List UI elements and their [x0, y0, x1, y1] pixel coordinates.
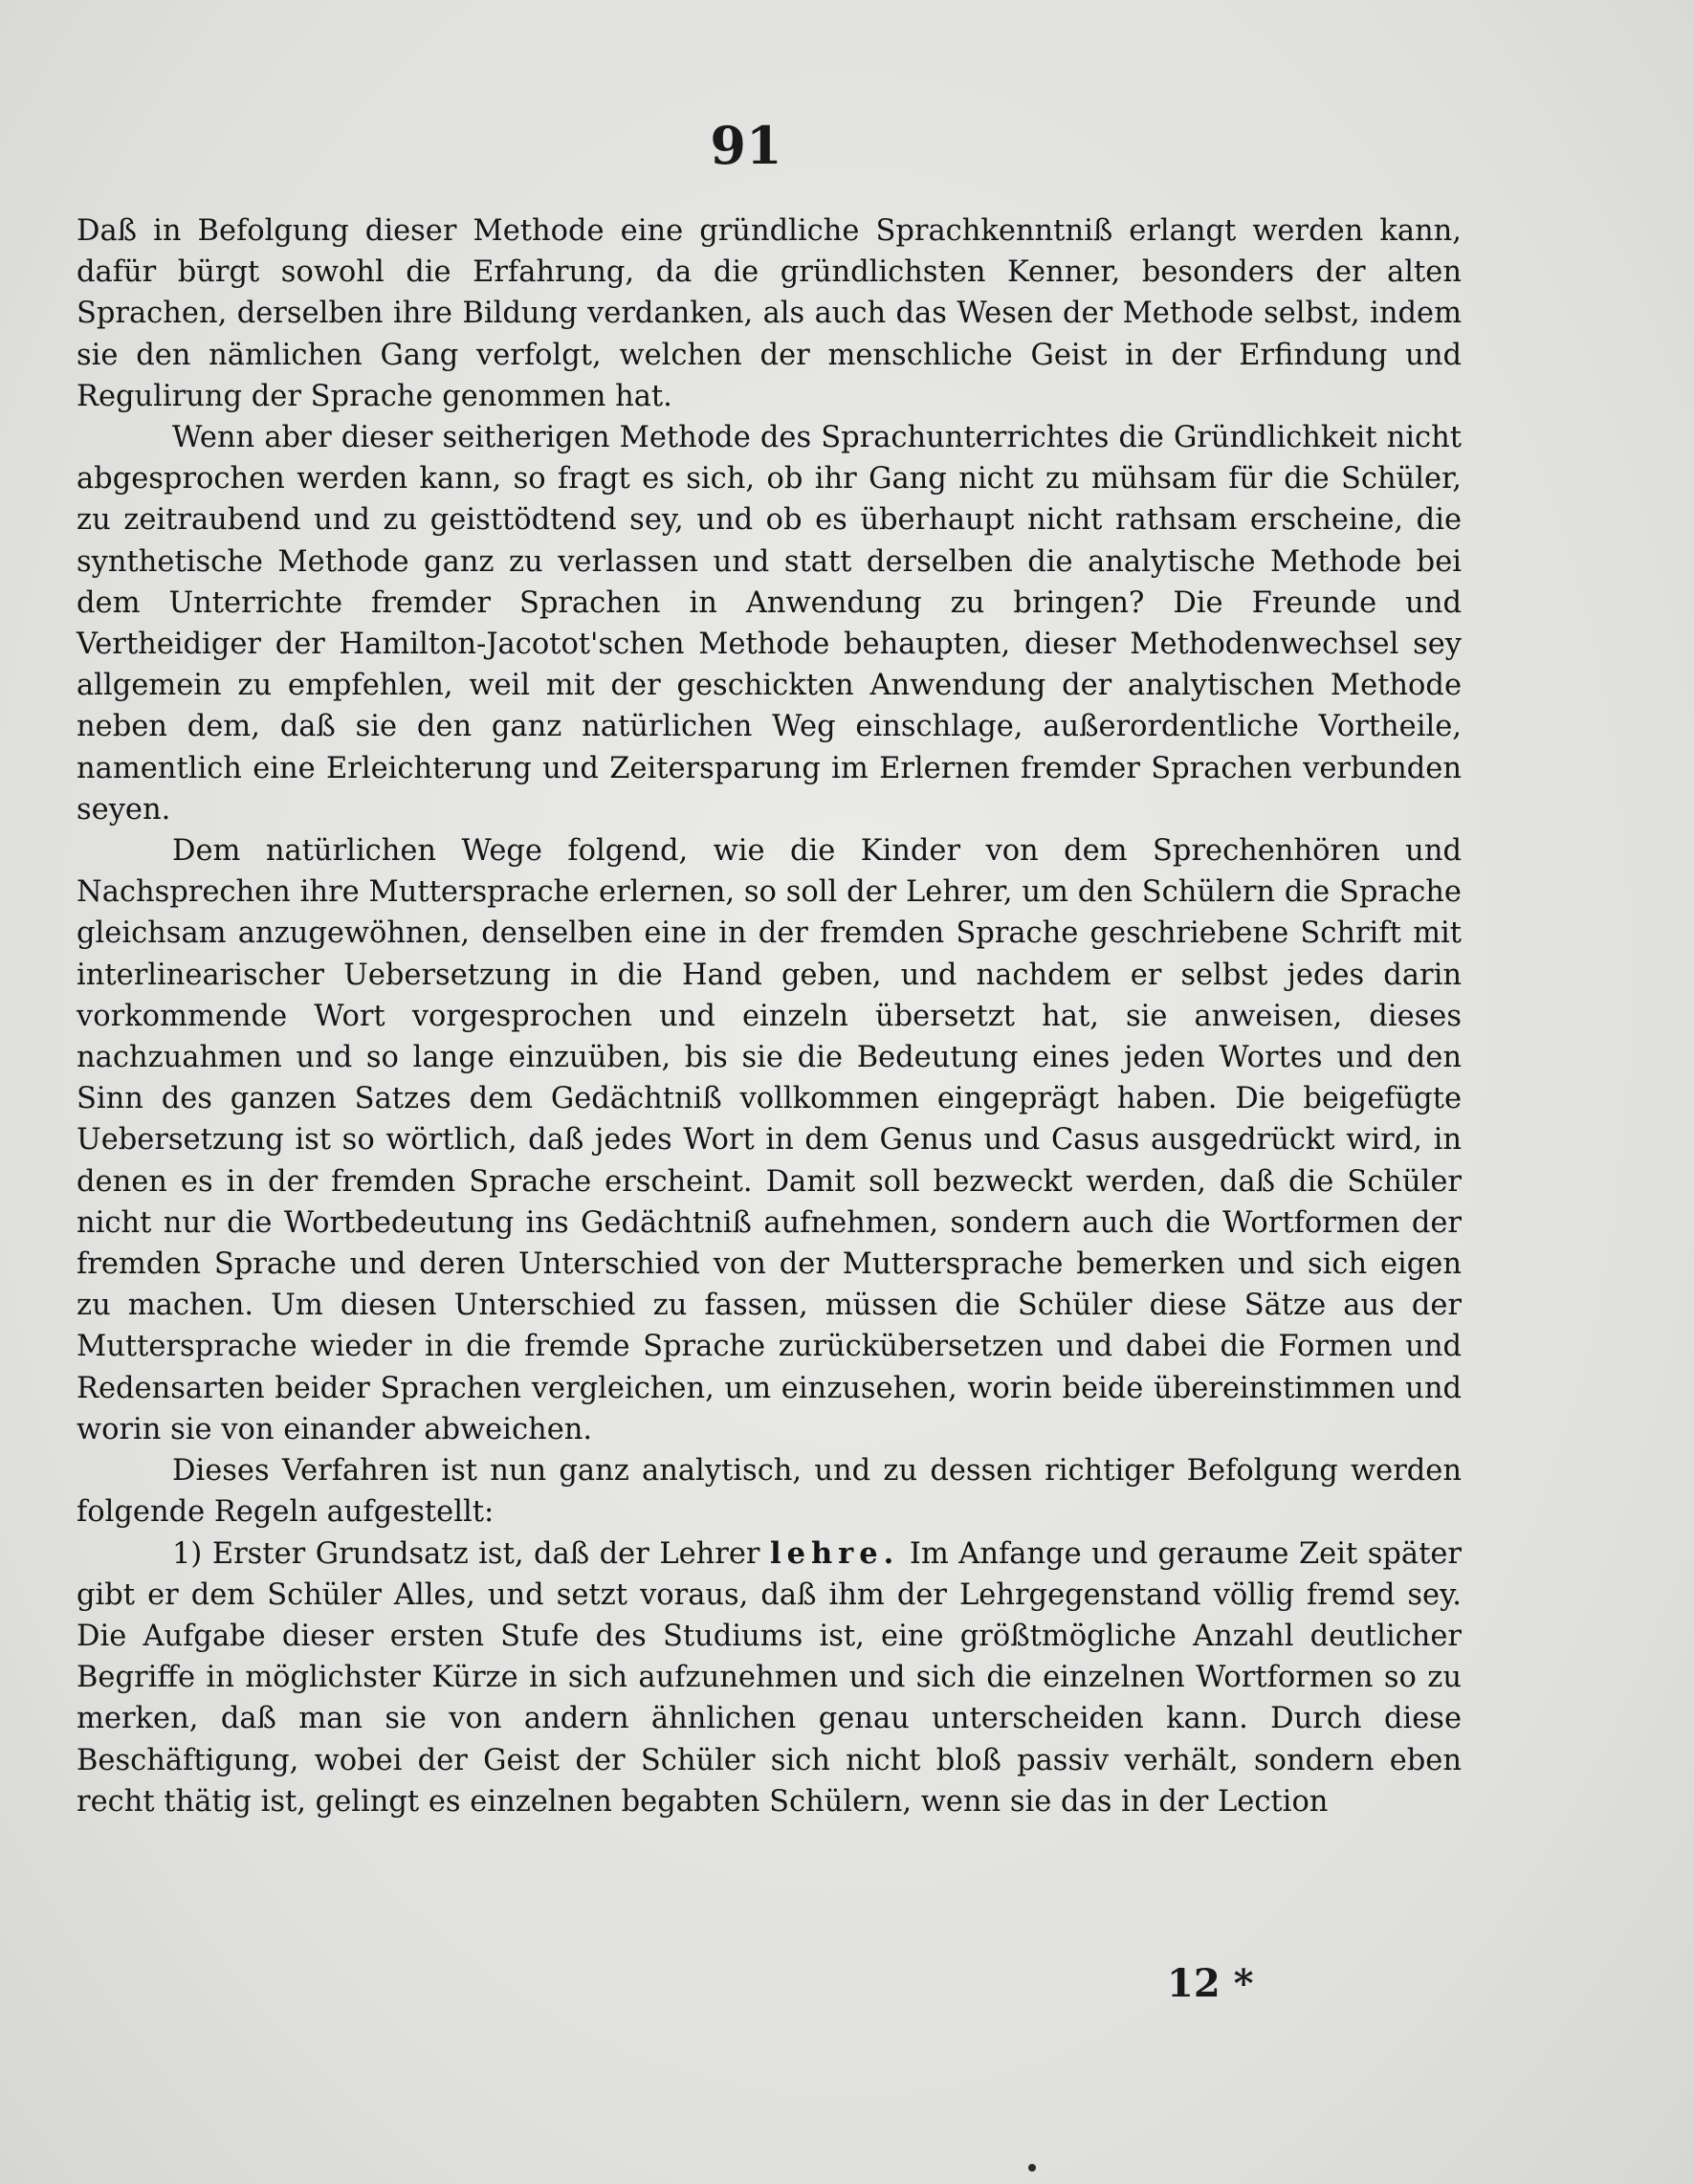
paragraph-2: Wenn aber dieser seitherigen Methode des Sprachunterrichtes die Gründlichkeit nicht abgesprochen werden kann, so fragt es sich, ob ihr Gang nicht zu mühsam für die Schüler, zu zeitraubend und zu geisttödtend sey, und ob es überhaupt nicht rathsam erscheine, die synthetische Methode ganz zu verlassen und statt derselben die analytische Methode bei dem Unterrichte fremder Sprachen in Anwendung zu bringen? Die Freunde und Vertheidiger der Hamilton-Jacotot'schen Methode behaupten, dieser Methodenwechsel sey allgemein zu empfehlen, weil mit der geschickten Anwendung der analytischen Methode neben dem, daß sie den ganz natürlichen Weg einschlage, außerordentliche Vortheile, namentlich eine Erleichterung und Zeitersparung im Erlernen fremder Sprachen verbunden seyen.	[77, 421, 1462, 827]
rule-rest: Im Anfange und geraume Zeit später gibt er dem Schüler Alles, und setzt voraus, daß ihm der Lehrgegenstand völlig fremd sey. Die Aufgabe dieser ersten Stufe des Studiums ist, eine größtmögliche Anzahl deutlicher Begriffe in möglichster Kürze in sich aufzunehmen und sich die einzelnen Wortformen so zu merken, daß man sie von andern ähnlichen genau unterscheiden kann. Durch diese Beschäftigung, wobei der Geist der Schüler sich nicht bloß passiv verhält, sondern eben recht thätig ist, gelingt es einzelnen begabten Schülern, wenn sie das in der Lection	[77, 1536, 1463, 1819]
printer-signature: 12 *	[1167, 1961, 1254, 2006]
rule-prefix: 1) Erster Grundsatz ist, daß der Lehrer	[172, 1536, 760, 1571]
paragraph-4: Dieses Verfahren ist nun ganz analytisch, und zu dessen richtiger Befolgung werden folgende Regeln aufgestellt:	[77, 1454, 1462, 1530]
ink-speck	[1028, 2164, 1036, 2172]
rule-emphasis: lehre.	[770, 1535, 900, 1571]
page-number: 91	[710, 115, 782, 176]
paragraph-5	[77, 1533, 1462, 1822]
paragraph-1: Daß in Befolgung dieser Methode eine gründliche Sprachkenntniß erlangt werden kann, dafür bürgt sowohl die Erfahrung, da die gründlichsten Kenner, besonders der alten Sprachen, derselben ihre Bildung verdanken, als auch das Wesen der Methode selbst, indem sie den nämlichen Gang verfolgt, welchen der menschliche Geist in der Erfindung und Regulirung der Sprache genommen hat.	[77, 214, 1462, 413]
body-text	[77, 210, 1462, 1822]
paragraph-3: Dem natürlichen Wege folgend, wie die Kinder von dem Sprechenhören und Nachsprechen ihre Muttersprache erlernen, so soll der Lehrer, um den Schülern die Sprache gleichsam anzugewöhnen, denselben eine in der fremden Sprache geschriebene Schrift mit interlinearischer Uebersetzung in die Hand geben, und nachdem er selbst jedes darin vorkommende Wort vorgesprochen und einzeln übersetzt hat, sie anweisen, dieses nachzuahmen und so lange einzuüben, bis sie die Bedeutung eines jeden Wortes und den Sinn des ganzen Satzes dem Gedächtniß vollkommen eingeprägt haben. Die beigefügte Uebersetzung ist so wörtlich, daß jedes Wort in dem Genus und Casus ausgedrückt wird, in denen es in der fremden Sprache erscheint. Damit soll bezweckt werden, daß die Schüler nicht nur die Wortbedeutung ins Gedächtniß aufnehmen, sondern auch die Wortformen der fremden Sprache und deren Unterschied von der Muttersprache bemerken und sich eigen zu machen. Um diesen Unterschied zu fassen, müssen die Schüler diese Sätze aus der Muttersprache wieder in die fremde Sprache zurückübersetzen und dabei die Formen und Redensarten beider Sprachen vergleichen, um einzusehen, worin beide übereinstimmen und worin sie von einander abweichen.	[77, 834, 1462, 1446]
